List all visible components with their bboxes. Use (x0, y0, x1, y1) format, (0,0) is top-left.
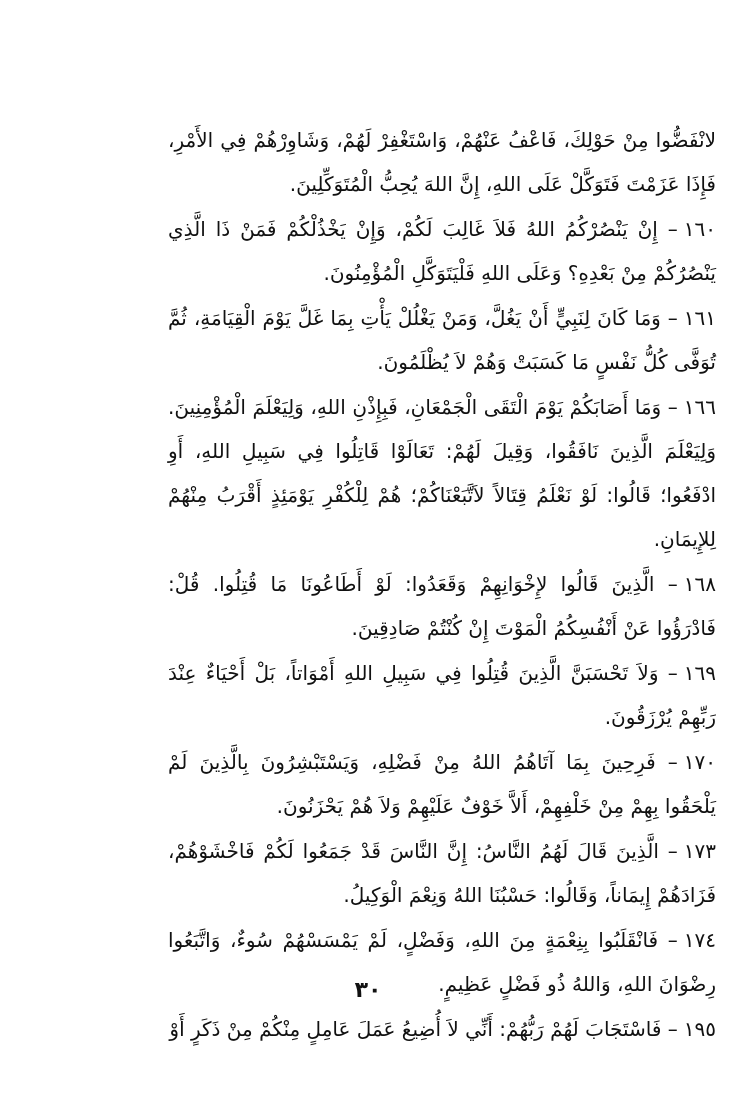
verse-173 (168, 829, 716, 917)
verse-170 (168, 740, 716, 828)
page-number: ٣٠ (354, 978, 382, 1003)
verse-text: فَاسْتَجَابَ لَهُمْ رَبُّهُمْ: أَنِّي لاَ أُضِيعُ عَمَلَ عَامِلٍ مِنْكُمْ مِنْ ذَكَرٍ أَوْ (169, 1017, 662, 1041)
verse-text: وَمَا كَانَ لِنَبِيٍّ أَنْ يَغُلَّ، وَمَنْ يَغْلُلْ يَأْتِ بِمَا غَلَّ يَوْمَ الْقِيَامَةِ، ثُمَّ تُوَفَّى كُلُّ نَفْسٍ مَا كَسَبَتْ وَهُمْ لاَ يُظْلَمُونَ. (168, 306, 716, 374)
verse-text: الَّذِينَ قَالَ لَهُمُ النَّاسُ: إِنَّ النَّاسَ قَدْ جَمَعُوا لَكُمْ فَاخْشَوْهُمْ، فَزَادَهُمْ إِيمَاناً، وَقَالُوا: حَسْبُنَا اللهُ وَنِعْمَ الْوَكِيلُ. (168, 839, 716, 907)
verse-160 (168, 207, 716, 295)
verse-dash: – (660, 306, 678, 330)
verse-text: وَمَا أَصَابَكُمْ يَوْمَ الْتَقَى الْجَمْعَانِ، فَبِإِذْنِ اللهِ، وَلِيَعْلَمَ الْمُؤْمِنِينَ. وَلِيَعْلَمَ الَّذِينَ نَافَقُوا، وَقِيلَ لَهُمْ: تَعَالَوْا قَاتِلُوا فِي سَبِيلِ اللهِ، أَوِ ادْفَعُوا؛ قَالُوا: لَوْ نَعْلَمُ قِتَالاً لاَتَّبَعْنَاكُمْ؛ هُمْ لِلْكُفْرِ يَوْمَئِذٍ أَقْرَبُ مِنْهُمْ لِلإِيمَانِ. (168, 395, 716, 551)
verse-text: لانْفَضُّوا مِنْ حَوْلِكَ، فَاعْفُ عَنْهُمْ، وَاسْتَغْفِرْ لَهُمْ، وَشَاوِرْهُمْ فِي الأَمْرِ، فَإِذَا عَزَمْتَ فَتَوَكَّلْ عَلَى اللهِ، إِنَّ اللهَ يُحِبُّ الْمُتَوَكِّلِينَ. (168, 128, 716, 196)
verse-166 (168, 385, 716, 561)
verse-number: ١٦١ (683, 306, 717, 330)
verse-text: وَلاَ تَحْسَبَنَّ الَّذِينَ قُتِلُوا فِي سَبِيلِ اللهِ أَمْوَاتاً، بَلْ أَحْيَاءٌ عِنْدَ رَبِّهِمْ يُرْزَقُونَ. (168, 661, 716, 729)
verse-161 (168, 296, 716, 384)
verse-text: إِنْ يَنْصُرْكُمُ اللهُ فَلاَ غَالِبَ لَكُمْ، وَإِنْ يَخْذُلْكُمْ فَمَنْ ذَا الَّذِي يَنْصُرُكُمْ مِنْ بَعْدِهِ؟ وَعَلَى اللهِ فَلْيَتَوَكَّلِ الْمُؤْمِنُونَ. (168, 217, 716, 285)
verse-number: ١٦٠ (683, 217, 717, 241)
verse-195 (168, 1007, 716, 1051)
verse-168 (168, 562, 716, 650)
verse-number: ١٦٩ (683, 661, 717, 685)
verse-dash: – (655, 750, 678, 774)
verse-169 (168, 651, 716, 739)
verse-number: ١٧٣ (683, 839, 717, 863)
verse-number: ١٧٤ (683, 928, 716, 952)
verse-number: ١٩٥ (683, 1017, 716, 1041)
verse-number: ١٧٠ (683, 750, 716, 774)
verse-text: فَرِحِينَ بِمَا آتَاهُمُ اللهُ مِنْ فَضْلِهِ، وَيَسْتَبْشِرُونَ بِالَّذِينَ لَمْ يَلْحَقُوا بِهِمْ مِنْ خَلْفِهِمْ، أَلاَّ خَوْفٌ عَلَيْهِمْ وَلاَ هُمْ يَحْزَنُونَ. (168, 750, 716, 818)
verse-text: الَّذِينَ قَالُوا لإِخْوَانِهِمْ وَقَعَدُوا: لَوْ أَطَاعُونَا مَا قُتِلُوا. قُلْ: فَادْرَؤُوا عَنْ أَنْفُسِكُمُ الْمَوْتَ إِنْ كُنْتُمْ صَادِقِينَ. (168, 572, 716, 640)
verse-dash: – (658, 661, 678, 685)
verses-text (168, 118, 716, 1052)
verse-dash: – (657, 217, 678, 241)
verse-dash: – (658, 839, 678, 863)
verse-number: ١٦٨ (683, 572, 716, 596)
verse-dash: – (661, 395, 678, 419)
verse-dash: – (661, 1017, 678, 1041)
verse-number: ١٦٦ (683, 395, 717, 419)
verse-dash: – (654, 572, 678, 596)
verse-dash: – (658, 928, 678, 952)
verse-continuation (168, 118, 716, 206)
verse-text: فَانْقَلَبُوا بِنِعْمَةٍ مِنَ اللهِ، وَفَضْلٍ، لَمْ يَمْسَسْهُمْ سُوءٌ، وَاتَّبَعُوا رِضْوَانَ اللهِ، وَاللهُ ذُو فَضْلٍ عَظِيمٍ. (168, 928, 716, 996)
